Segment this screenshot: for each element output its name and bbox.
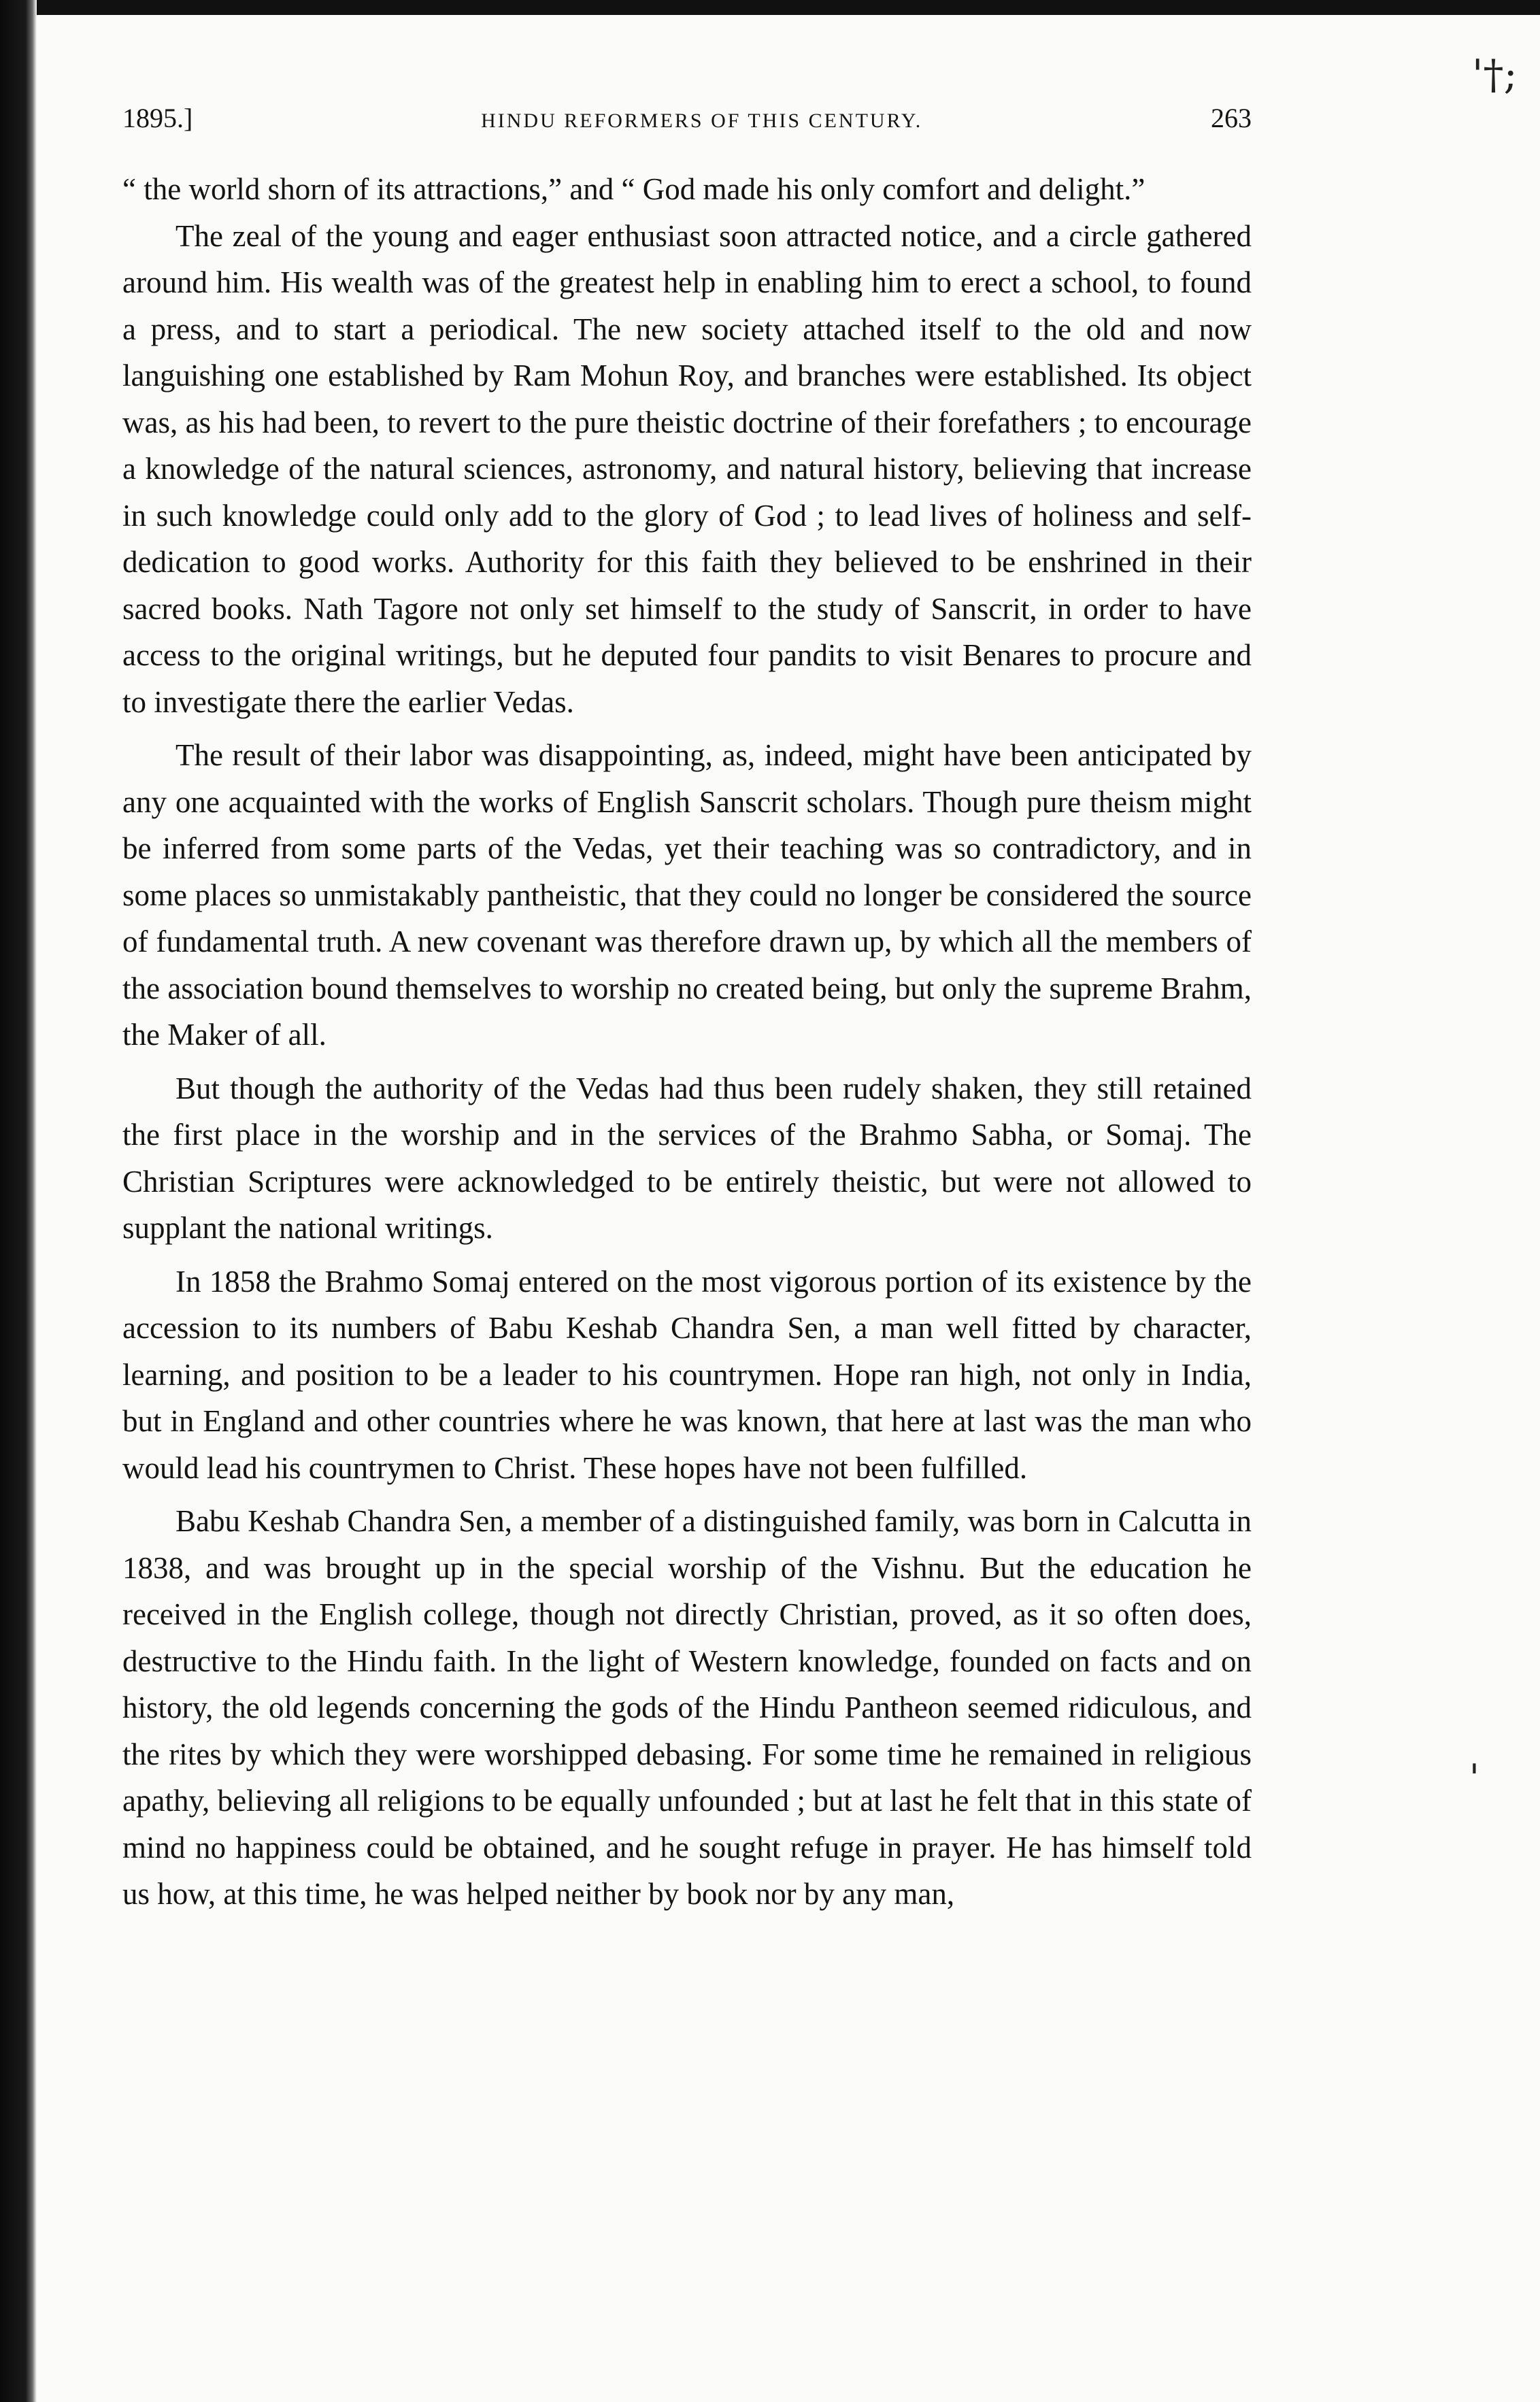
margin-mark-right: ' (1469, 1756, 1479, 1799)
running-header (122, 102, 1252, 150)
page-content (122, 102, 1252, 1918)
paragraph-5: In 1858 the Brahmo Somaj entered on the most vigorous portion of its existence by the accession to its numbers of Babu Keshab Chandra Sen, a man well fitted by character, learning, and position to be a leader to his countrymen. Hope ran high, not only in India, but in England and other countries where he was known, that here at last was the man who would lead his countrymen to Christ. These hopes have not been fulfilled. (122, 1264, 1252, 1485)
header-title: HINDU REFORMERS OF THIS CENTURY. (481, 110, 923, 132)
scan-top-edge (27, 0, 1540, 15)
header-date: 1895.] (122, 103, 193, 133)
paragraph-1: “ the world shorn of its attractions,” and “ God made his only comfort and delight.” (122, 172, 1145, 206)
page-number: 263 (1210, 103, 1252, 133)
body-text (122, 166, 1252, 1918)
margin-mark-top-right: '†; (1472, 51, 1518, 99)
paragraph-3: The result of their labor was disappointing, as, indeed, might have been anticipated by any one acquainted with the works of English Sanscrit scholars. Though pure theism might be inferred from some parts of the Vedas, yet their teaching was so contradictory, and in some places so unmistakably pantheistic, that they could no longer be considered the source of fundamental truth. A new covenant was therefore drawn up, by which all the members of the association bound themselves to worship no created being, but only the supreme Brahm, the Maker of all. (122, 738, 1252, 1052)
paragraph-2: The zeal of the young and eager enthusiast soon attracted notice, and a circle gathered around him. His wealth was of the greatest help in enabling him to erect a school, to found a press, and to start a periodical. The new society attached itself to the old and now languishing one established by Ram Mohun Roy, and branches were established. Its object was, as his had been, to revert to the pure theistic doctrine of their forefathers ; to encourage a knowledge of the natural sciences, astronomy, and natural history, believing that increase in such knowledge could only add to the glory of God ; to lead lives of holiness and self-dedication to good works. Authority for this faith they believed to be enshrined in their sacred books. Nath Tagore not only set himself to the study of Sanscrit, in order to have access to the original writings, but he deputed four pandits to visit Benares to procure and to investigate there the earlier Vedas. (122, 218, 1252, 719)
paragraph-6: Babu Keshab Chandra Sen, a member of a distinguished family, was born in Calcutta in 1838, and was brought up in the special worship of the Vishnu. But the education he received in the English college, though not directly Christian, proved, as it so often does, destructive to the Hindu faith. In the light of Western knowledge, founded on facts and on history, the old legends concerning the gods of the Hindu Pantheon seemed ridiculous, and the rites by which they were worshipped debasing. For some time he remained in religious apathy, believing all religions to be equally unfounded ; but at last he felt that in this state of mind no happiness could be obtained, and he sought refuge in prayer. He has himself told us how, at this time, he was helped neither by book nor by any man, (122, 1504, 1252, 1911)
paragraph-4: But though the authority of the Vedas had thus been rudely shaken, they still retained the first place in the worship and in the services of the Brahmo Sabha, or Somaj. The Christian Scriptures were acknowledged to be entirely theistic, but were not allowed to supplant the national writings. (122, 1071, 1252, 1245)
scan-book-spine (0, 0, 37, 2402)
